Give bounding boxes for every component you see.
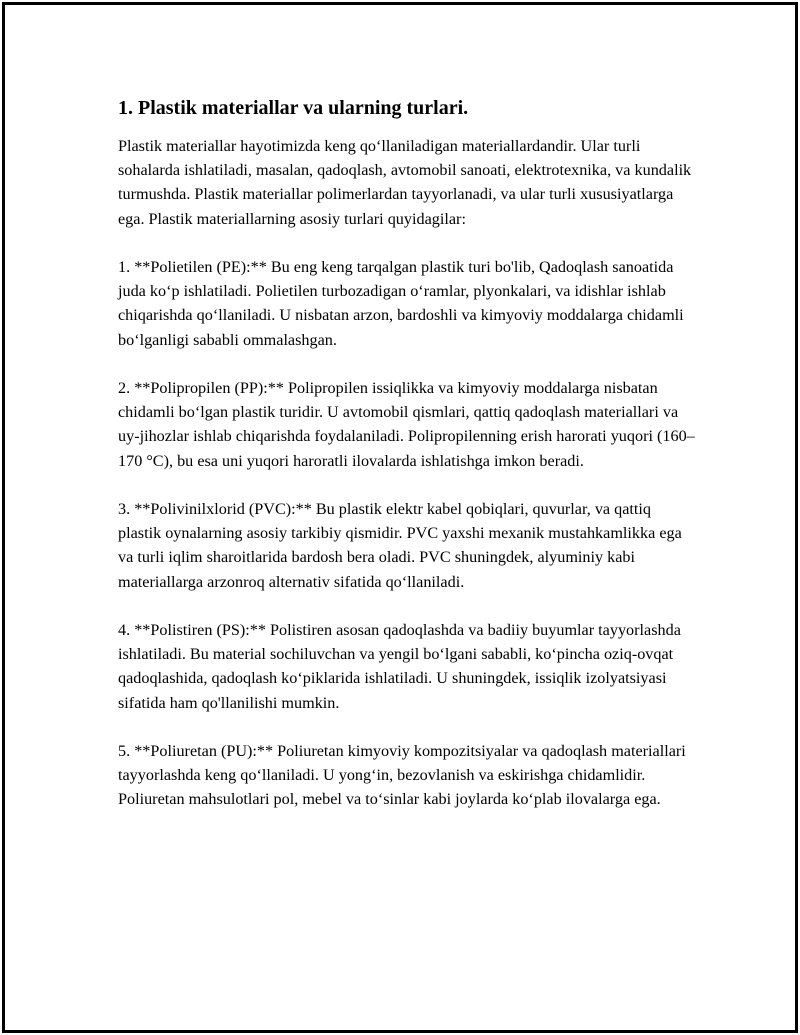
item-poliuretan: 5. **Poliuretan (PU):** Poliuretan kimyoviy kompozitsiyalar va qadoqlash materiallari tayyorlashda keng qo‘llaniladi. U yong‘in, bezovlanish va eskirishga chidamlidir. Poliuretan mahsulotlari pol, mebel va to‘sinlar kabi joylarda ko‘plab ilovalarga ega. bbox=[118, 742, 686, 809]
item-polistiren: 4. **Polistiren (PS):** Polistiren asosan qadoqlashda va badiiy buyumlar tayyorlashda ishlatiladi. Bu material sochiluvchan va yengil bo‘lgani sababli, ko‘pincha oziq-ovqat qadoqlashida, qadoqlash ko‘piklarida ishlatiladi. U shuningdek, issiqlik izolyatsiyasi sifatida ham qo'llanilishi mumkin. bbox=[118, 621, 681, 712]
intro-paragraph: Plastik materiallar hayotimizda keng qo‘llaniladigan materiallardandir. Ular turli sohalarda ishlatiladi, masalan, qadoqlash, avtomobil sanoati, elektrotexnika, va kundalik turmushda. Plastik materiallar polimerlardan tayyorlanadi, va ular turli xususiyatlarga ega. Plastik materiallarning asosiy turlari quyidagilar: bbox=[118, 137, 692, 228]
item-polipropilen: 2. **Polipropilen (PP):** Polipropilen issiqlikka va kimyoviy moddalarga nisbatan chidamli bo‘lgan plastik turidir. U avtomobil qismlari, qattiq qadoqlash materiallari va uy-jihozlar ishlab chiqarishda foydalaniladi. Polipropilenning erish harorati yuqori (160–170 °C), bu esa uni yuqori haroratli ilovalarda ishlatishga imkon beradi. bbox=[118, 379, 695, 470]
section-heading: 1. Plastik materiallar va ularning turlari. bbox=[118, 97, 469, 119]
document-body bbox=[118, 96, 698, 836]
item-polivinilxlorid: 3. **Polivinilxlorid (PVC):** Bu plastik elektr kabel qobiqlari, quvurlar, va qattiq plastik oynalarning asosiy tarkibiy qismidir. PVC yaxshi mexanik mustahkamlikka ega va turli iqlim sharoitlarida bardosh bera oladi. PVC shuningdek, alyuminiy kabi materiallarga arzonroq alternativ sifatida qo‘llaniladi. bbox=[118, 500, 682, 591]
item-polietilen: 1. **Polietilen (PE):** Bu eng keng tarqalgan plastik turi bo'lib, Qadoqlash sanoatida juda ko‘p ishlatiladi. Polietilen turbozadigan o‘ramlar, plyonkalari, va idishlar ishlab chiqarishda qo‘llaniladi. U nisbatan arzon, bardoshli va kimyoviy moddalarga chidamli bo‘lganligi sababli ommalashgan. bbox=[118, 258, 684, 349]
